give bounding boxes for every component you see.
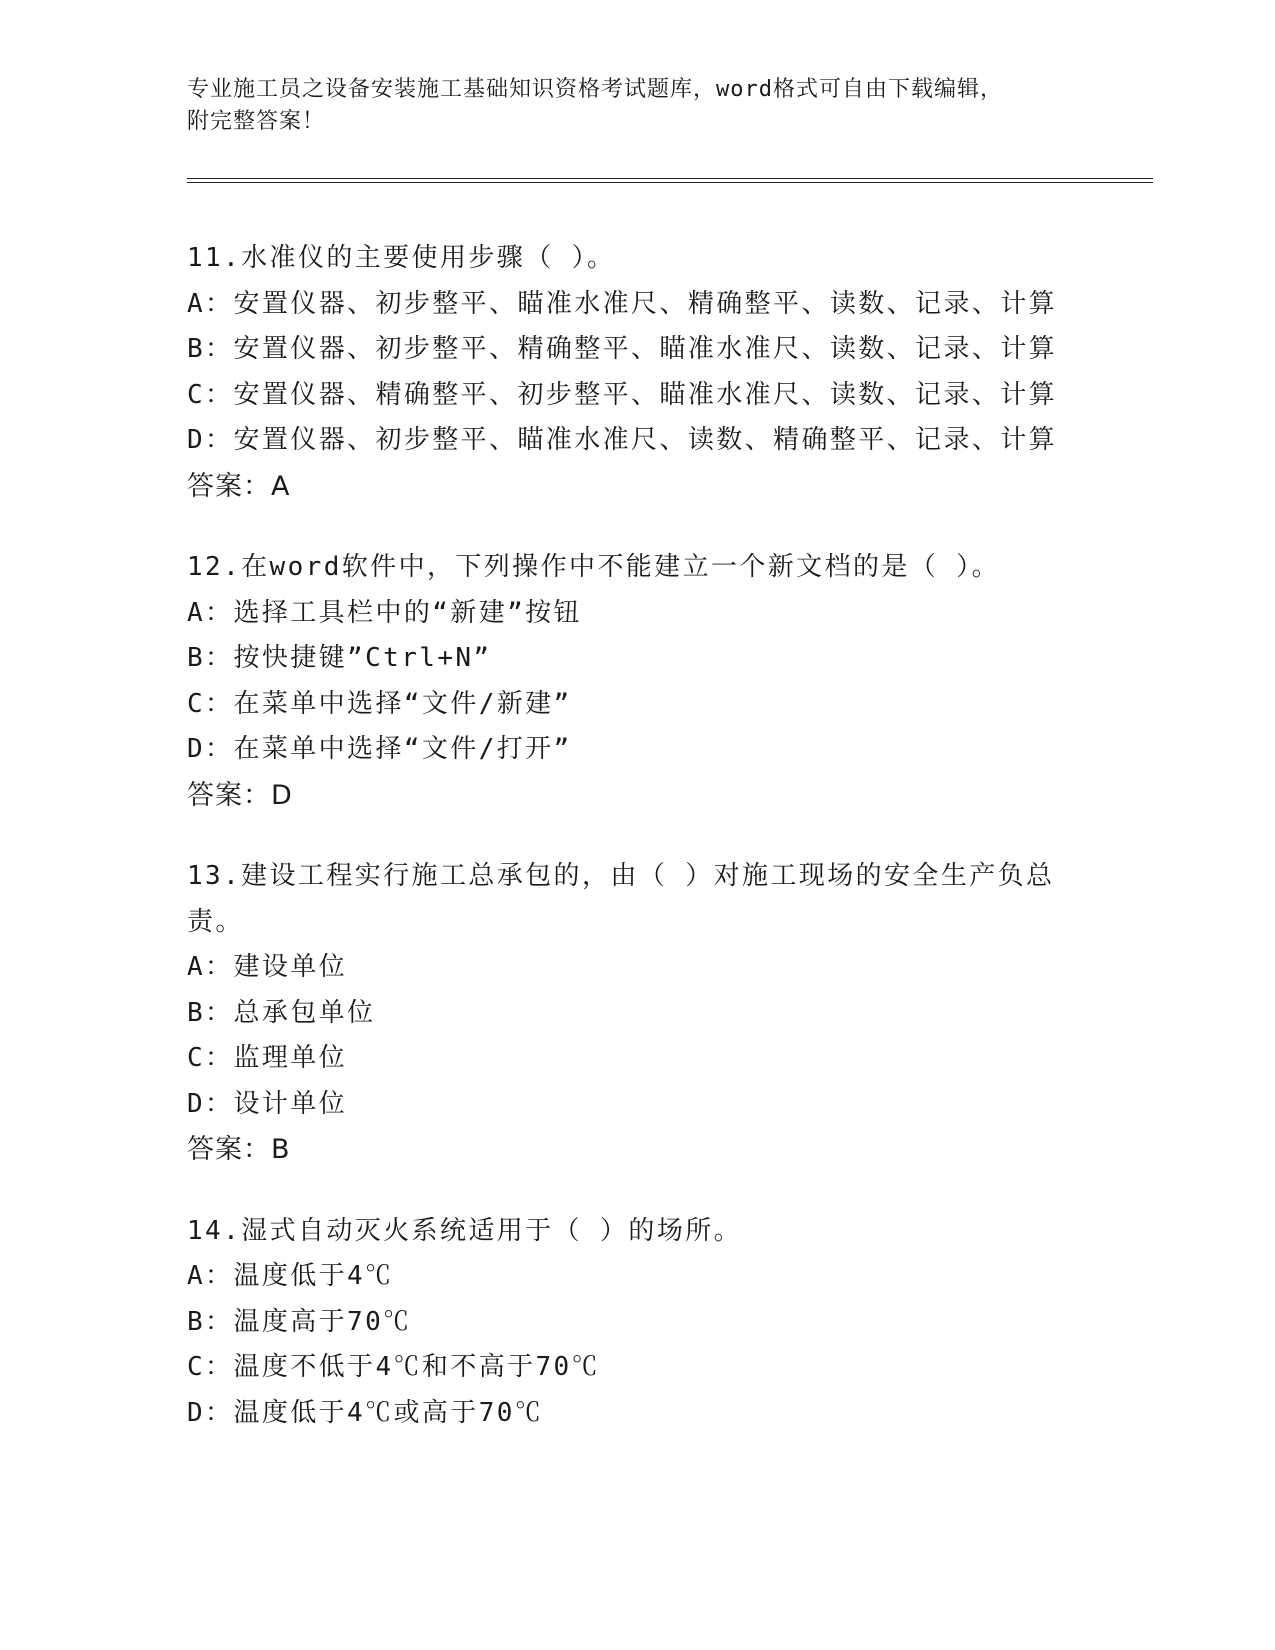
answer: 答案：B bbox=[187, 1134, 291, 1165]
question-11 bbox=[187, 236, 1087, 509]
option-b: B：安置仪器、初步整平、精确整平、瞄准水准尺、读数、记录、计算 bbox=[187, 334, 1058, 364]
document-header bbox=[187, 74, 1087, 138]
option-d: D：安置仪器、初步整平、瞄准水准尺、读数、精确整平、记录、计算 bbox=[187, 425, 1058, 455]
option-b: B：按快捷键”Ctrl+N” bbox=[187, 643, 492, 673]
option-d: D：设计单位 bbox=[187, 1088, 348, 1119]
header-line-2: 附完整答案！ bbox=[187, 109, 326, 134]
option-c: C：安置仪器、精确整平、初步整平、瞄准水准尺、读数、记录、计算 bbox=[187, 379, 1058, 410]
option-b: B：总承包单位 bbox=[187, 997, 376, 1028]
option-c: C：在菜单中选择“文件/新建” bbox=[187, 688, 572, 719]
question-stem: 12.在word软件中，下列操作中不能建立一个新文档的是（ ）。 bbox=[187, 552, 1001, 582]
question-stem-line-2: 责。 bbox=[187, 906, 244, 937]
question-12 bbox=[187, 545, 1087, 818]
question-stem: 14.湿式自动灭火系统适用于（ ）的场所。 bbox=[187, 1215, 743, 1246]
header-line-1: 专业施工员之设备安装施工基础知识资格考试题库，word格式可自由下载编辑， bbox=[187, 77, 1003, 102]
answer: 答案：D bbox=[187, 779, 293, 811]
option-c: C：温度不低于4℃和不高于70℃ bbox=[187, 1352, 601, 1382]
option-d: D：在菜单中选择“文件/打开” bbox=[187, 734, 572, 764]
option-a: A：温度低于4℃ bbox=[187, 1261, 394, 1291]
question-list bbox=[187, 236, 1087, 1472]
option-a: A：安置仪器、初步整平、瞄准水准尺、精确整平、读数、记录、计算 bbox=[187, 288, 1058, 319]
option-d: D：温度低于4℃或高于70℃ bbox=[187, 1397, 544, 1428]
option-a: A：选择工具栏中的“新建”按钮 bbox=[187, 597, 582, 628]
question-stem: 11.水准仪的主要使用步骤（ ）。 bbox=[187, 243, 616, 273]
question-14 bbox=[187, 1209, 1087, 1437]
question-13 bbox=[187, 854, 1087, 1173]
answer: 答案：A bbox=[187, 470, 291, 502]
option-c: C：监理单位 bbox=[187, 1043, 348, 1073]
question-stem-line-1: 13.建设工程实行施工总承包的，由（ ）对施工现场的安全生产负总 bbox=[187, 861, 1055, 891]
option-a: A：建设单位 bbox=[187, 952, 348, 982]
option-b: B：温度高于70℃ bbox=[187, 1306, 412, 1337]
header-divider bbox=[187, 178, 1153, 183]
